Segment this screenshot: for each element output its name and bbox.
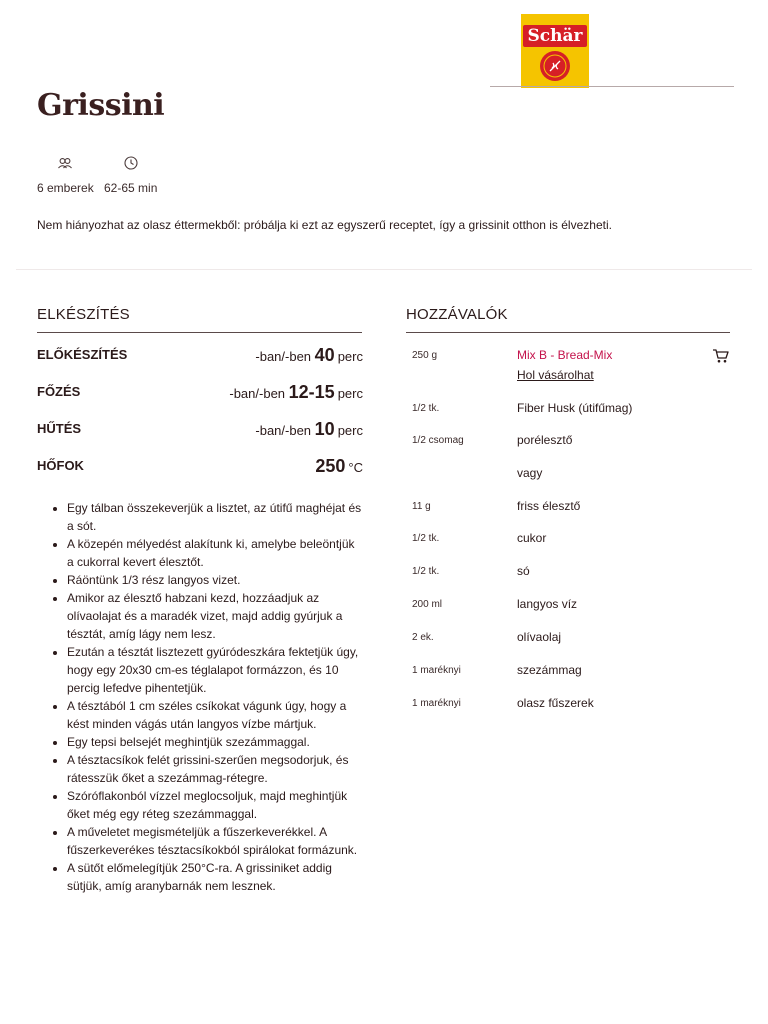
where-to-buy-link[interactable]: Hol vásárolhat: [517, 368, 594, 382]
instruction-step: • Szóróflakonból vízzel meglocsoljuk, majd meghintjük őket még egy réteg szezámmaggal.: [67, 787, 362, 823]
cart-icon[interactable]: [712, 348, 730, 364]
cook-time-row: [37, 382, 363, 410]
ingredient-name: só: [517, 564, 530, 578]
cook-time-value: [229, 382, 363, 403]
schar-logo[interactable]: [521, 14, 589, 88]
cool-time-number: 10: [314, 419, 335, 439]
temperature-number: 250: [315, 456, 346, 476]
temperature-unit: °C: [348, 460, 363, 475]
recipe-intro: Nem hiányozhat az olasz éttermekből: próbálja ki ezt az egyszerű receptet, így a grissinit otthon is élvezheti.: [37, 218, 612, 232]
ingredient-qty: 1/2 csomag: [412, 435, 464, 446]
ingredient-name: porélesztő: [517, 433, 573, 447]
temperature-value: [315, 456, 363, 477]
ingredient-name: langyos víz: [517, 597, 578, 611]
cook-time-label: FŐZÉS: [37, 384, 81, 399]
ingredient-qty: 1/2 tk.: [412, 403, 440, 414]
ingredient-qty: 1 maréknyi: [412, 665, 461, 676]
time-text: 62-65 min: [104, 181, 158, 195]
ingredient-name: szezámmag: [517, 663, 582, 677]
instruction-step: • A tésztából 1 cm széles csíkokat vágunk úgy, hogy a kést minden vágás után langyos vízbe mártjuk.: [67, 697, 362, 733]
instruction-step: • Amikor az élesztő habzani kezd, hozzáadjuk az olívaolajat és a maradék vizet, majd addig gyúrjuk a tésztát, amíg lágy nem lesz.: [67, 589, 362, 643]
servings-text: 6 emberek: [37, 181, 94, 195]
ingredients-heading-rule: [406, 332, 730, 333]
people-icon: [57, 155, 73, 171]
cool-time-row: [37, 419, 363, 447]
ingredient-name: vagy: [517, 466, 543, 480]
instruction-step: • A sütőt előmelegítjük 250°C-ra. A grissiniket addig sütjük, amíg aranybarnák nem lesznek.: [67, 859, 362, 895]
ingredient-qty: 1/2 tk.: [412, 533, 440, 544]
ingredient-name: friss élesztő: [517, 499, 581, 513]
ingredient-name: olasz fűszerek: [517, 696, 594, 710]
cook-time-unit: perc: [337, 386, 363, 401]
instruction-step: • A műveletet megismételjük a fűszerkeverékkel. A fűszerkeverékes tésztacsíkokból spirálokat formázunk.: [67, 823, 362, 859]
ingredient-name: cukor: [517, 531, 547, 545]
preparation-heading: ELKÉSZÍTÉS: [37, 306, 130, 323]
cook-time-prefix: -ban/-ben: [229, 386, 286, 401]
instruction-step: • Egy tepsi belsejét meghintjük szezámmaggal.: [67, 733, 362, 751]
instruction-step: • A tésztacsíkok felét grissini-szerűen megsodorjuk, és rátesszük őket a szezámmag-rétegre.: [67, 751, 362, 787]
ingredient-qty: 1 maréknyi: [412, 698, 461, 709]
page-title: Grissini: [37, 88, 165, 123]
prep-time-unit: perc: [337, 349, 363, 364]
header-divider: [490, 86, 734, 87]
clock-icon: [123, 155, 139, 171]
ingredient-qty: 11 g: [412, 501, 431, 512]
cool-time-label: HŰTÉS: [37, 421, 82, 436]
ingredient-name: Fiber Husk (útifűmag): [517, 401, 633, 415]
instruction-step: • Ezután a tésztát lisztezett gyúródeszkára fektetjük úgy, hogy egy 20x30 cm-es téglalapot formázzon, és 10 percig lefedve pihentetjük.: [67, 643, 362, 697]
cool-time-unit: perc: [337, 423, 363, 438]
instruction-step: • A közepén mélyedést alakítunk ki, amelybe beleöntjük a cukorral kevert élesztőt.: [67, 535, 362, 571]
temperature-row: [37, 456, 363, 484]
cook-time-number: 12-15: [288, 382, 335, 402]
product-link[interactable]: Mix B - Bread-Mix: [517, 348, 613, 362]
cool-time-value: [255, 419, 363, 440]
section-divider: [16, 269, 752, 270]
ingredient-name: olívaolaj: [517, 630, 562, 644]
ingredient-qty: 2 ek.: [412, 632, 434, 643]
prep-time-prefix: -ban/-ben: [255, 349, 312, 364]
prep-time-row: [37, 345, 363, 373]
ingredients-heading: HOZZÁVALÓK: [406, 306, 508, 323]
logo-wordmark: Schär: [523, 25, 587, 47]
preparation-heading-rule: [37, 332, 362, 333]
prep-time-value: [255, 345, 363, 366]
instruction-steps: [52, 499, 362, 895]
prep-time-number: 40: [314, 345, 335, 365]
instruction-step: • Egy tálban összekeverjük a lisztet, az útifű maghéjat és a sót.: [67, 499, 362, 535]
ingredient-qty: 250 g: [412, 350, 438, 361]
cool-time-prefix: -ban/-ben: [255, 423, 312, 438]
temperature-label: HŐFOK: [37, 458, 84, 473]
ingredient-qty: 200 ml: [412, 599, 443, 610]
gluten-free-badge: [540, 51, 570, 81]
instruction-step: • Ráöntünk 1/3 rész langyos vizet.: [67, 571, 362, 589]
prep-time-label: ELŐKÉSZÍTÉS: [37, 347, 128, 362]
ingredient-qty: 1/2 tk.: [412, 566, 440, 577]
